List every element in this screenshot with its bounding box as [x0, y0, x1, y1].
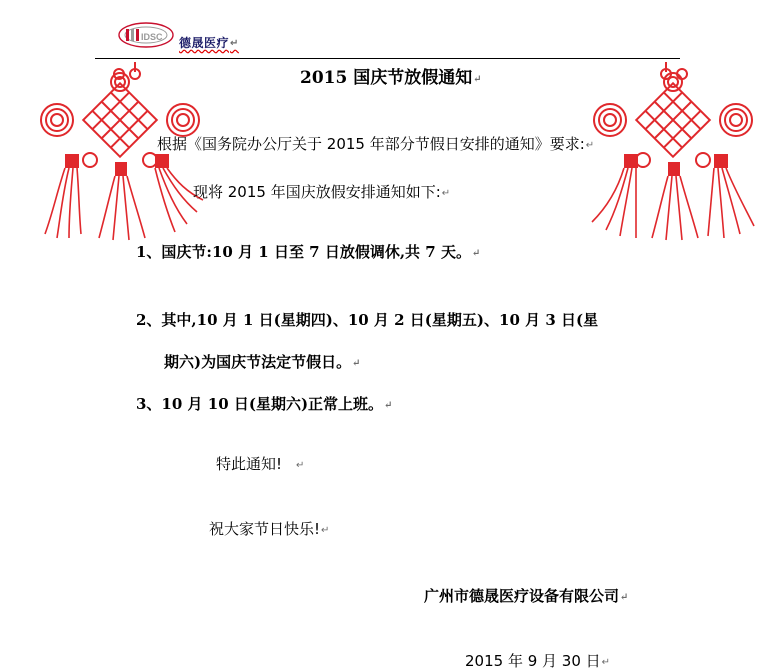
header-company-name: [179, 34, 239, 51]
chinese-knot-right: [585, 62, 758, 242]
list-item-2-line-2: [164, 355, 361, 370]
list-item-3: [136, 397, 392, 412]
notice-date-text: 2015 年 9 月 30 日: [465, 652, 601, 670]
closing-text-2: 祝大家节日快乐!: [209, 520, 321, 538]
header-divider: [95, 58, 680, 59]
company-logo: [117, 20, 175, 50]
list-item-2-text-1: 2、其中,10 月 1 日(星期四)、10 月 2 日(星期五)、10 月 3 日(星: [136, 311, 599, 329]
list-item-2-text-2: 期六)为国庆节法定节假日。: [164, 353, 352, 371]
intro-paragraph-2: [193, 185, 450, 200]
paragraph-mark: ↵: [601, 657, 611, 668]
header-company-text: 德晟医疗: [179, 36, 230, 50]
paragraph-mark: ↵: [230, 38, 239, 49]
signature-company: [424, 589, 628, 604]
paragraph-mark: ↵: [321, 525, 330, 536]
list-item-1-text: 1、国庆节:10 月 1 日至 7 日放假调休,共 7 天。: [136, 243, 471, 261]
document-header: [95, 18, 680, 62]
notice-date: [465, 654, 610, 669]
paragraph-mark: ↵: [441, 188, 451, 199]
paragraph-mark: ↵: [473, 74, 482, 85]
intro-text-1: 根据《国务院办公厅关于 2015 年部分节假日安排的通知》要求:: [157, 135, 585, 153]
paragraph-mark: ↵: [384, 400, 393, 411]
signature-company-text: 广州市德晟医疗设备有限公司: [424, 587, 620, 605]
closing-line-1: [216, 457, 304, 472]
notice-title-text: 2015 国庆节放假通知: [300, 68, 473, 88]
paragraph-mark: ↵: [471, 248, 481, 259]
closing-text-1: 特此通知!: [216, 455, 283, 473]
list-item-2-line-1: [136, 313, 598, 328]
list-item-3-text: 3、10 月 10 日(星期六)正常上班。: [136, 395, 384, 413]
paragraph-mark: ↵: [352, 358, 361, 369]
notice-title: [300, 70, 482, 87]
intro-paragraph-1: [157, 137, 594, 152]
paragraph-mark: ↵: [296, 460, 305, 471]
paragraph-mark: ↵: [620, 592, 629, 603]
paragraph-mark: ↵: [585, 140, 595, 151]
intro-text-2: 现将 2015 年国庆放假安排通知如下:: [193, 183, 441, 201]
list-item-1: [136, 245, 480, 260]
closing-line-2: [209, 522, 329, 537]
logo-text: IDSC: [141, 32, 163, 42]
